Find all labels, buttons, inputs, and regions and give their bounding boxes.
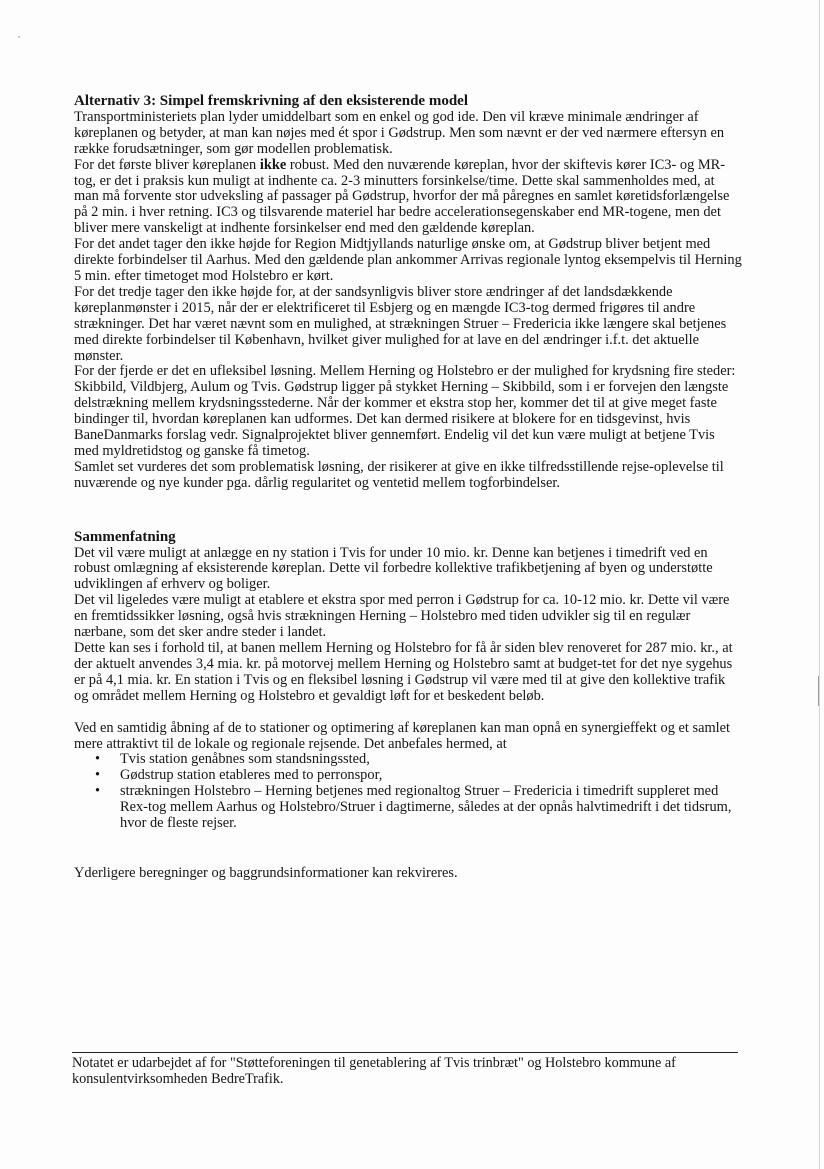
summary-paragraph-1: Det vil være muligt at anlægge en ny station i Tvis for under 10 mio. kr. Denne kan betjenes i timedrift ved en robust omlægning af eksisterende køreplan. Dette vil forbedre kollektive trafikbetjening af byen og understøtte udviklingen af erhverv og boliger. [74,544,713,593]
summary-section [74,530,742,882]
summary-paragraph-4: Ved en samtidig åbning af de to stationer og optimering af køreplanen kan man opnå en synergieffekt og et samlet mere attraktivt til de lokale og regionale rejsende. Det anbefales hermed, at [74,719,731,752]
alt3-intro-paragraph: Transportministeriets plan lyder umiddelbart som en enkel og god ide. Den vil kræve minimale ændringer af køreplanen og betyder, at man kan nøjes med ét spor i Gødstrup. Men som nævnt er der ved nærmere eftersyn en række forudsætninger, som gør modellen problematisk. [74,108,725,157]
summary-paragraph-3: Dette kan ses i forhold til, at banen mellem Herning og Holstebro for få år siden blev renoveret for 287 mio. kr., at der aktuelt anvendes 3,4 mia. kr. på motorvej mellem Herning og Holstebro samt at budget-tet for det nye sygehus er på 4,1 mia. kr. En station i Tvis og en fleksibel løsning i Gødstrup vil være med til at give den kollektive trafik og området mellem Herning og Holstebro et gevaldigt løft for et beskedent beløb. [74,640,733,704]
list-item [74,784,742,832]
bullet-icon: • [95,751,101,768]
alt3-paragraph-3: For det tredje tager den ikke højde for, at der sandsynligvis bliver store ændringer af det landsdækkende køreplanmønster i 2015, når der er elektrificeret til Esbjerg og en mængde IC3-tog dermed frigøres til andre strækninger. Det har været nævnt som en mulighed, at strækningen Struer – Fredericia ikke længere skal betjenes med direkte forbindelser til København, hvilket giver mulighed for at lave en del ændringer i.f.t. det aktuelle mønster. [74,283,727,364]
document-body [74,94,742,882]
list-item [74,768,742,784]
list-item [74,752,742,768]
list-item-text: Tvis station genåbnes som standsningssted, [120,751,370,768]
closing-remark: Yderligere beregninger og baggrundsinformationer kan rekvireres. [74,864,458,881]
section-heading-alternative-3: Alternativ 3: Simpel fremskrivning af den eksisterende model [74,93,469,109]
alt3-paragraph-5: Samlet set vurderes det som problematisk løsning, der risikerer at give en ikke tilfredsstillende rejse-oplevelse til nuværende og nye kunder pga. dårlig regularitet og ventetid mellem togforbindelser. [74,458,724,491]
alt3-paragraph-2: For det andet tager den ikke højde for Region Midtjyllands naturlige ønske om, at Gødstrup bliver betjent med direkte forbindelser til Aarhus. Med den gældende plan ankommer Arrivas regionale lyntog eksempelvis til Herning 5 min. efter timetoget mod Holstebro er kørt. [74,236,742,284]
alt3-p1-text-before: For det første bliver køreplanen [74,156,260,173]
bullet-icon: • [95,767,101,784]
list-item-text: Gødstrup station etableres med to perronspor, [120,767,383,784]
alt3-paragraph-4: For der fjerde er det en ufleksibel løsning. Mellem Herning og Holstebro er der mulighed for krydsning fire steder: Skibbild, Vildbjerg, Aulum og Tvis. Gødstrup ligger på stykket Herning – Skibbild, som i er forvejen den længste delstrækning mellem krydsningsstederne. Når der kommer et ekstra stop her, kommer det til at give meget faste bindinger til, hvordan køreplanen kan udformes. Det kan dermed risikere at blokere for en tidsgevinst, hvis BaneDanmarks forslag vedr. Signalprojektet bliver gennemført. Endelig vil det kun være muligt at betjene Tvis med myldretidstog og ganske få timetog. [74,363,736,459]
alternative-3-section [74,94,742,492]
alt3-paragraph-1 [74,158,742,238]
scan-edge-line [819,0,820,1169]
alt3-p1-text-after: robust. Med den nuværende køreplan, hvor der skiftevis kører IC3- og MR-tog, er det i praksis kun muligt at indhente ca. 2-3 minutters forsinkelse/time. Dette skal sammenholdes med, at man må forvente stor udveksling af passager på Gødstrup, hvorfor der må påregnes en samlet køretidsforlængelse på 2 min. i hver retning. IC3 og tilsvarende materiel har bedre accelerationsegenskaber end MR-togene, men det bliver mere vanskeligt at indhente forsinkelser end med den gældende køreplan. [74,156,730,237]
bullet-icon: • [95,783,101,800]
summary-paragraph-2: Det vil ligeledes være muligt at etablere et ekstra spor med perron i Gødstrup for ca. 10-12 mio. kr. Dette vil være en fremtidssikker løsning, også hvis strækningen Herning – Holstebro med tiden udvikler sig til en regulær nærbane, som det sker andre steder i landet. [74,592,730,641]
alt3-p1-emphasis: ikke [259,156,287,173]
recommendation-list [74,752,742,832]
list-item-text: strækningen Holstebro – Herning betjenes med regionaltog Struer – Fredericia i timedrift suppleret med Rex-tog mellem Aarhus og Holstebro/Struer i dagtimerne, således at der opnås halvtimedrift i det tidsrum, hvor de fleste rejser. [120,783,732,832]
scan-speck [18,36,20,38]
section-heading-summary: Sammenfatning [74,528,176,545]
footer-note: Notatet er udarbejdet af for "Støtteforeningen til genetablering af Tvis trinbræt" og Holstebro kommune af konsulentvirksomheden BedreTrafik. [72,1052,738,1087]
scan-edge-mark [818,676,819,706]
